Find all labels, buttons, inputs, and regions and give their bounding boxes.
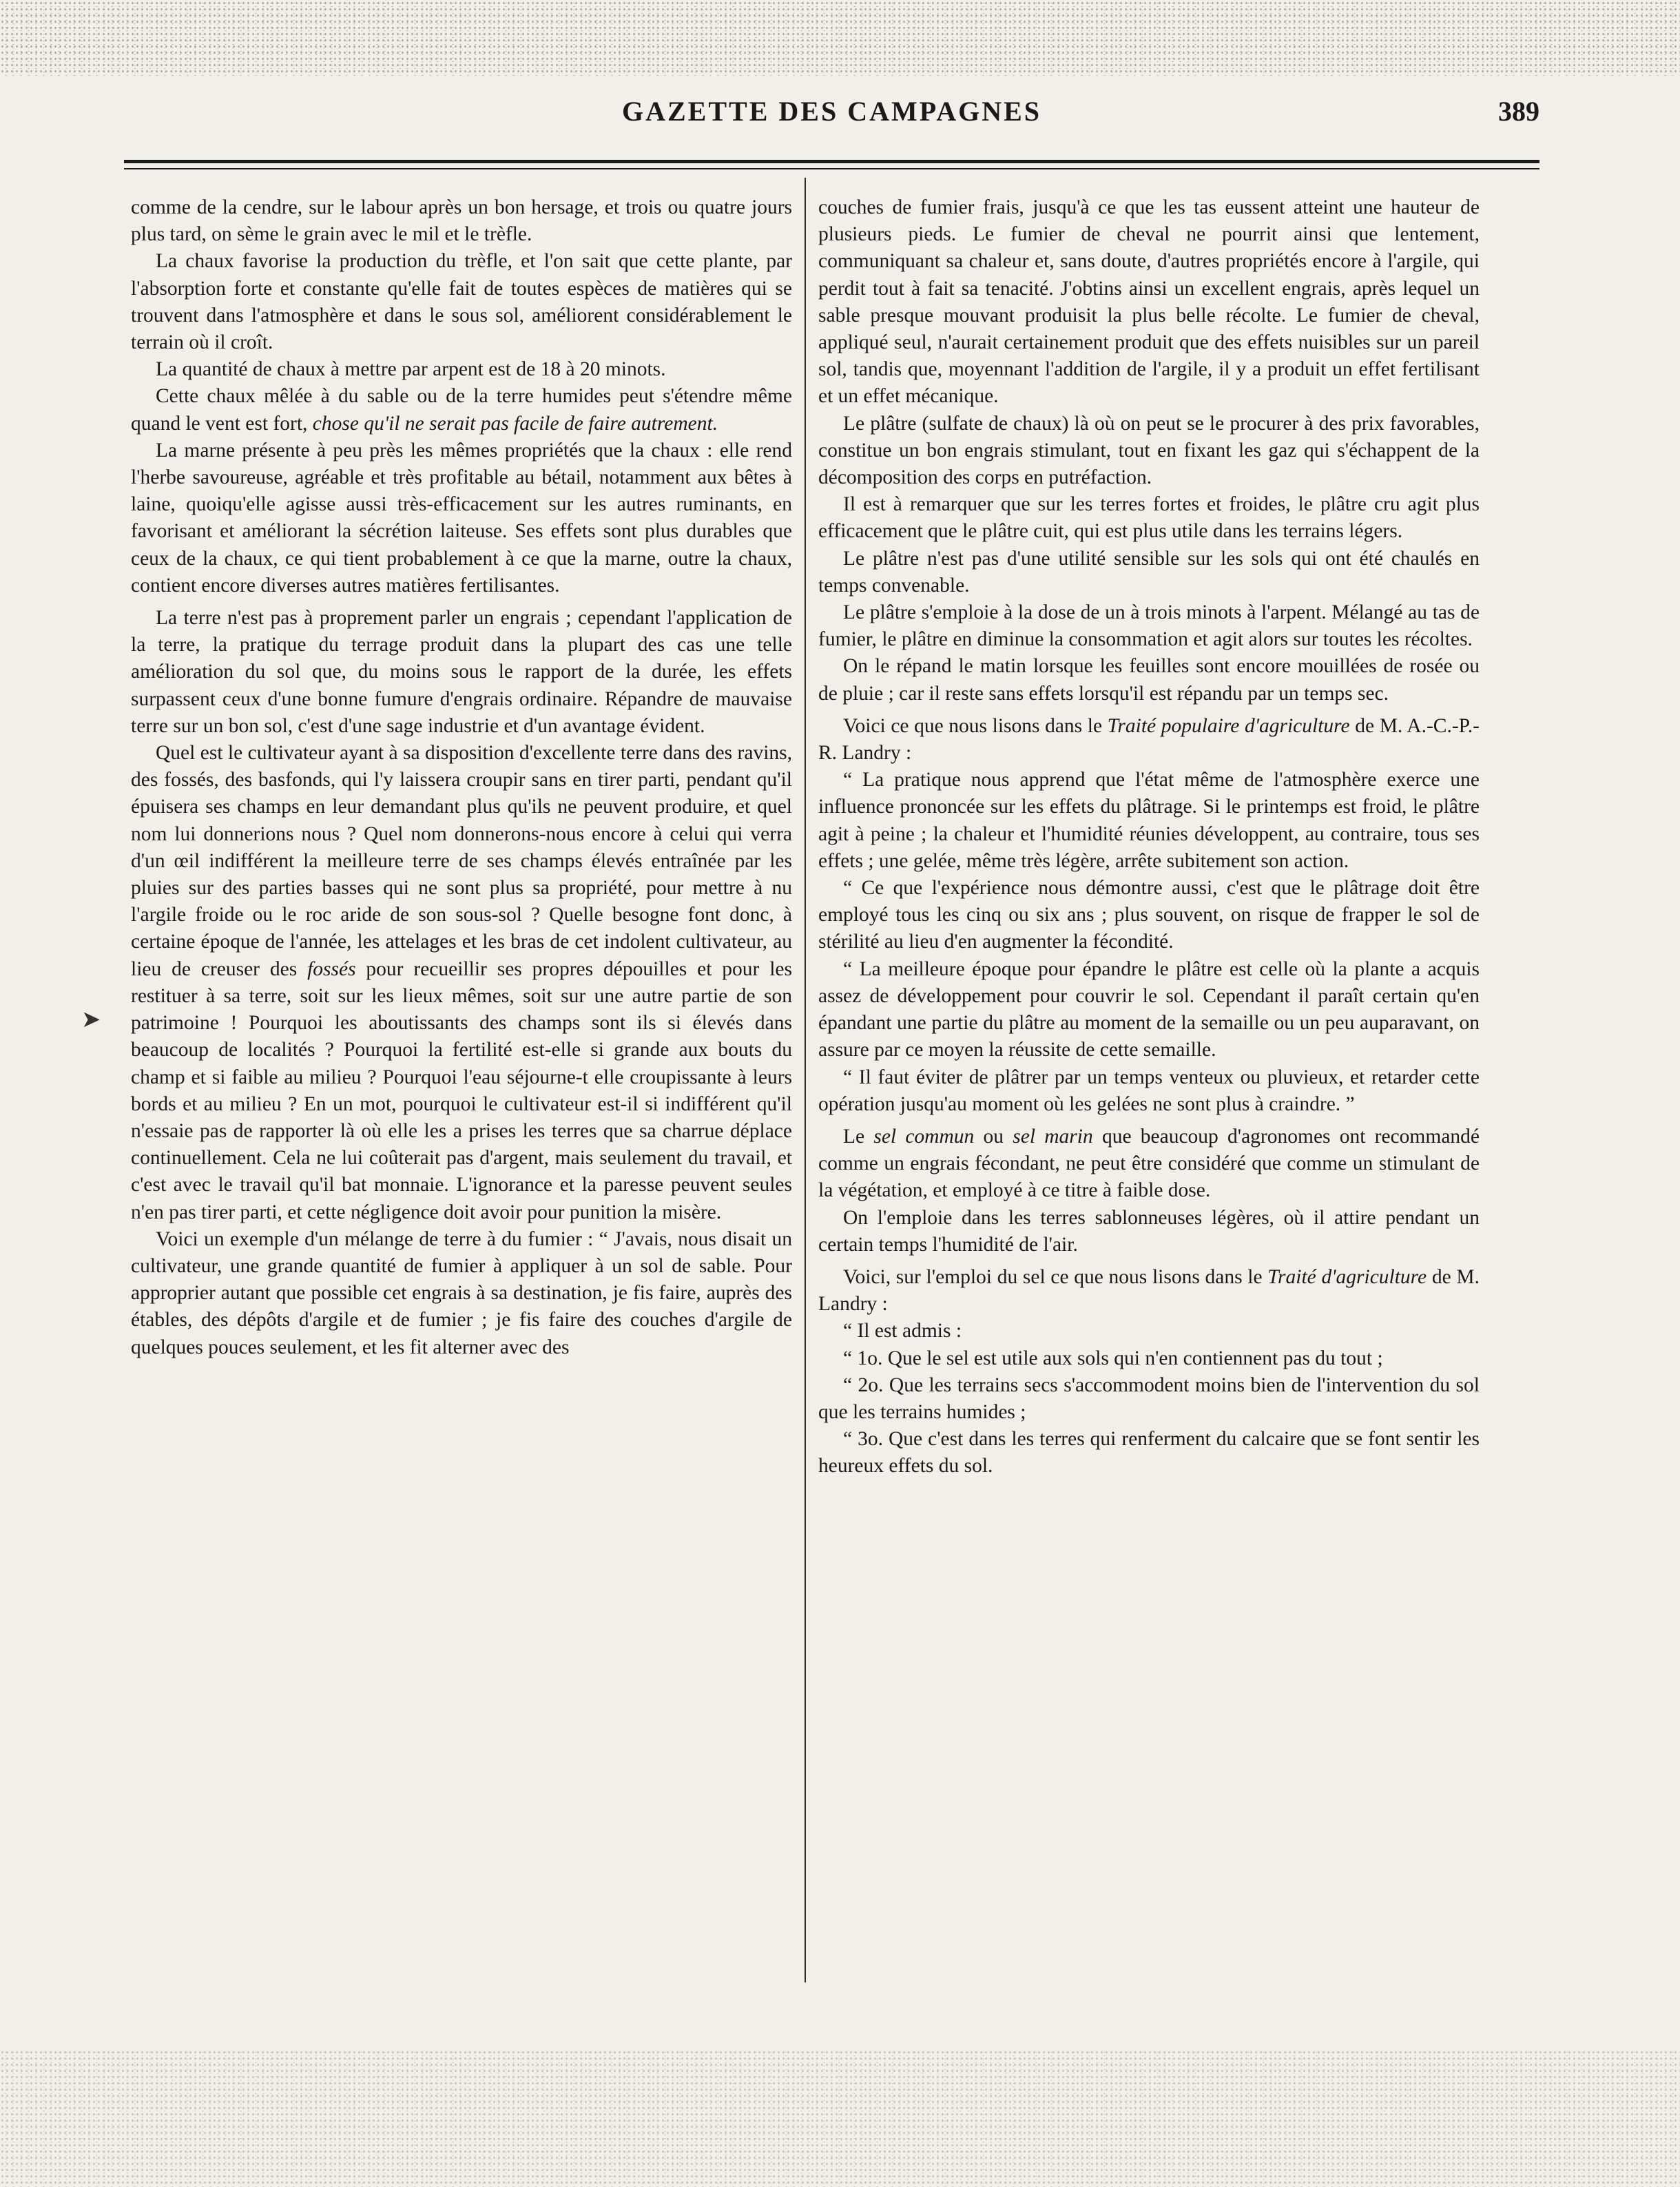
paragraph <box>818 1264 1480 1318</box>
page-number: 389 <box>1498 96 1539 127</box>
italic-run: sel marin <box>1013 1125 1093 1148</box>
left-column <box>131 194 792 1985</box>
paragraph: La chaux favorise la production du trèfle, et l'on sait que cette plante, par l'absorption forte et constante qu'elle fait de toutes espèces de matières qui se trouvent dans l'atmosphère et dans le sous sol, améliorent considérablement le terrain où il croît. <box>131 250 792 354</box>
italic-run: chose qu'il ne serait pas facile de faire autrement. <box>312 412 718 435</box>
italic-run: fossés <box>307 957 356 980</box>
header-rule-thin <box>124 168 1539 169</box>
paragraph: La terre n'est pas à proprement parler un engrais ; cependant l'application de la terre, la pratique du terrage produit dans la plupart des cas une telle amélioration du sol que, du moins sous le rapport de la durée, les effets surpassent ceux d'une bonne fumure d'engrais ordinaire. Répandre de mauvaise terre sur un bon sol, c'est d'une sage industrie et d'un avantage évident. <box>131 607 792 737</box>
italic-run: Traité populaire d'agriculture <box>1107 714 1350 737</box>
text-run: Le <box>843 1125 874 1148</box>
paragraph <box>818 1123 1480 1205</box>
margin-pointer-mark: ➤ <box>81 1006 101 1033</box>
text-run: Cette chaux mêlée à du sable ou de la terre humides peut s'étendre même quand le vent est fort, <box>131 385 792 435</box>
page-header <box>124 95 1539 136</box>
print-speckle-top <box>0 0 1680 76</box>
paragraph: Il est à remarquer que sur les terres fortes et froides, le plâtre cru agit plus efficacement que le plâtre cuit, qui est plus utile dans les terrains légers. <box>818 493 1480 543</box>
paragraph <box>131 383 792 437</box>
quote-paragraph: “ 1o. Que le sel est utile aux sols qui n'en contiennent pas du tout ; <box>843 1347 1383 1369</box>
paragraph: On l'emploie dans les terres sablonneuses légères, où il attire pendant un certain temps l'humidité de l'air. <box>818 1206 1480 1256</box>
quote-paragraph: “ Ce que l'expérience nous démontre aussi, c'est que le plâtrage doit être employé tous les cinq ou six ans ; plus souvent, on risque de frapper le sol de stérilité au lieu d'en augmenter la fécondité. <box>818 877 1480 953</box>
right-column <box>818 194 1480 1985</box>
text-run: Voici ce que nous lisons dans le <box>843 714 1108 737</box>
quote-paragraph: “ 2o. Que les terrains secs s'accommodent moins bien de l'intervention du sol que les terrains humides ; <box>818 1374 1480 1423</box>
paragraph: Le plâtre (sulfate de chaux) là où on peut se le procurer à des prix favorables, constitue un bon engrais stimulant, tout en fixant les gaz qui s'échappent de la décomposition des corps en putréfaction. <box>818 412 1480 489</box>
italic-run: sel commun <box>873 1125 975 1148</box>
paragraph: Voici un exemple d'un mélange de terre à du fumier : “ J'avais, nous disait un cultivateur, une grande quantité de fumier à appliquer à un sol de sable. Pour approprier autant que possible cet engrais à sa destination, je fis faire, auprès des étables, des dépôts d'argile et de fumier ; je fis faire des couches d'argile de quelques pouces seulement, et les fit alterner avec des <box>131 1227 792 1358</box>
text-run: Voici, sur l'emploi du sel ce que nous lisons dans le <box>843 1265 1268 1288</box>
italic-run: Traité d'agriculture <box>1267 1265 1427 1288</box>
paragraph: On le répand le matin lorsque les feuilles sont encore mouillées de rosée ou de pluie ; car il reste sans effets lorsqu'il est répandu par un temps sec. <box>818 655 1480 705</box>
running-title: GAZETTE DES CAMPAGNES <box>621 96 1041 127</box>
quote-paragraph: “ Il est admis : <box>843 1320 962 1343</box>
paragraph <box>818 713 1480 767</box>
paragraph: couches de fumier frais, jusqu'à ce que les tas eussent atteint une hauteur de plusieurs pieds. Le fumier de cheval ne pourrit ainsi que lentement, communiquant sa chaleur et, sans doute, d'autres propriétés encore à l'argile, qui perdit tout à fait sa tenacité. J'obtins ainsi un excellent engrais, après lequel un sable presque mouvant produisit la plus belle récolte. Le fumier de cheval, appliqué seul, n'aurait certainement produit que des effets nuisibles sur un pareil sol, tandis que, moyennant l'addition de l'argile, il y a produit un effet fertilisant et un effet mécanique. <box>818 196 1480 408</box>
paragraph: Le plâtre n'est pas d'une utilité sensible sur les sols qui ont été chaulés en temps convenable. <box>818 547 1480 597</box>
paragraph <box>131 740 792 1226</box>
print-speckle-bottom <box>0 2049 1680 2187</box>
header-rule-thick <box>124 160 1539 163</box>
quote-paragraph: “ La meilleure époque pour épandre le plâtre est celle où la plante a acquis assez de développement pour couvrir le sol. Cependant il paraît certain qu'en épandant une partie du plâtre au moment de la semaille ou un peu auparavant, on assure par ce moyen la réussite de cette semaille. <box>818 957 1480 1061</box>
quote-paragraph: “ La pratique nous apprend que l'état même de l'atmosphère exerce une influence prononcée sur les effets du plâtrage. Si le printemps est froid, le plâtre agit à peine ; la chaleur et l'humidité réunies développent, au contraire, tous ses effets ; une gelée, même très légère, arrête subitement son action. <box>818 769 1480 872</box>
quote-paragraph: “ 3o. Que c'est dans les terres qui renferment du calcaire que se font sentir les heureux effets du sol. <box>818 1428 1480 1478</box>
text-run: ou <box>974 1125 1013 1148</box>
text-run: Quel est le cultivateur ayant à sa disposition d'excellente terre dans des ravins, des fossés, des basfonds, qui l'y laissera croupir sans en tirer parti, pendant qu'il épuisera ses champs en leur demandant plus qu'ils ne peuvent produire, et quel nom lui donnerions nous ? Quel nom donnerons-nous encore à celui qui verra d'un œil indifférent la meilleure terre de ses champs élevés entraînée par les pluies sur des parties basses qui ne sont plus sa propriété, pour mettre à nu l'argile froide ou le roc aride de son sous-sol ? Quelle besogne font donc, à certaine époque de l'année, les attelages et les bras de cet indolent cultivateur, au lieu de creuser des <box>131 742 792 980</box>
quote-paragraph: “ Il faut éviter de plâtrer par un temps venteux ou pluvieux, et retarder cette opération jusqu'au moment où les gelées ne sont plus à craindre. ” <box>818 1066 1480 1115</box>
paragraph: La marne présente à peu près les mêmes propriétés que la chaux : elle rend l'herbe savoureuse, agréable et très profitable au bétail, notamment aux bêtes à laine, quoiqu'elle agisse aussi très-efficacement sur les autres ruminants, en favorisant et améliorant la sécrétion laiteuse. Ses effets sont plus durables que ceux de la chaux, ce qui tient probablement à ce que la marne, outre la chaux, contient encore diverses autres matières fertilisantes. <box>131 439 792 597</box>
paragraph: La quantité de chaux à mettre par arpent est de 18 à 20 minots. <box>156 358 666 381</box>
text-run: pour recueillir ses propres dépouilles et pour les restituer à sa terre, soit sur les lieux mêmes, soit sur une autre partie de son patrimoine ! Pourquoi les aboutissants des champs sont ils si élevés dans beaucoup de localités ? Pourquoi la fertilité est-elle si grande aux bouts du champ et si faible au milieu ? Pourquoi l'eau séjourne-t elle croupissante à leurs bords et au milieu ? En un mot, pourquoi le cultivateur est-il si indifférent qu'il n'essaie pas de rapporter là où elle les a prises les terres que sa charrue déplace continuellement. Cela ne lui coûterait pas d'argent, mais seulement du travail, et c'est avec le travail qu'il bat monnaie. L'ignorance et la paresse peuvent seules n'en pas tirer parti, et cette négligence doit avoir pour punition la misère. <box>131 957 792 1223</box>
text-run: que beaucoup d'agronomes ont recommandé comme un engrais fécondant, ne peut être considéré que comme un stimulant de la végétation, et employé à ce titre à faible dose. <box>818 1125 1480 1202</box>
column-divider <box>805 178 806 1982</box>
text-run: de M. A.-C.-P.-R. Landry : <box>818 714 1480 765</box>
paragraph: Le plâtre s'emploie à la dose de un à trois minots à l'arpent. Mélangé au tas de fumier, le plâtre en diminue la consommation et agit alors sur toutes les récoltes. <box>818 601 1480 651</box>
paragraph: comme de la cendre, sur le labour après un bon hersage, et trois ou quatre jours plus tard, on sème le grain avec le mil et le trèfle. <box>131 196 792 246</box>
text-run: de M. Landry : <box>818 1265 1480 1316</box>
